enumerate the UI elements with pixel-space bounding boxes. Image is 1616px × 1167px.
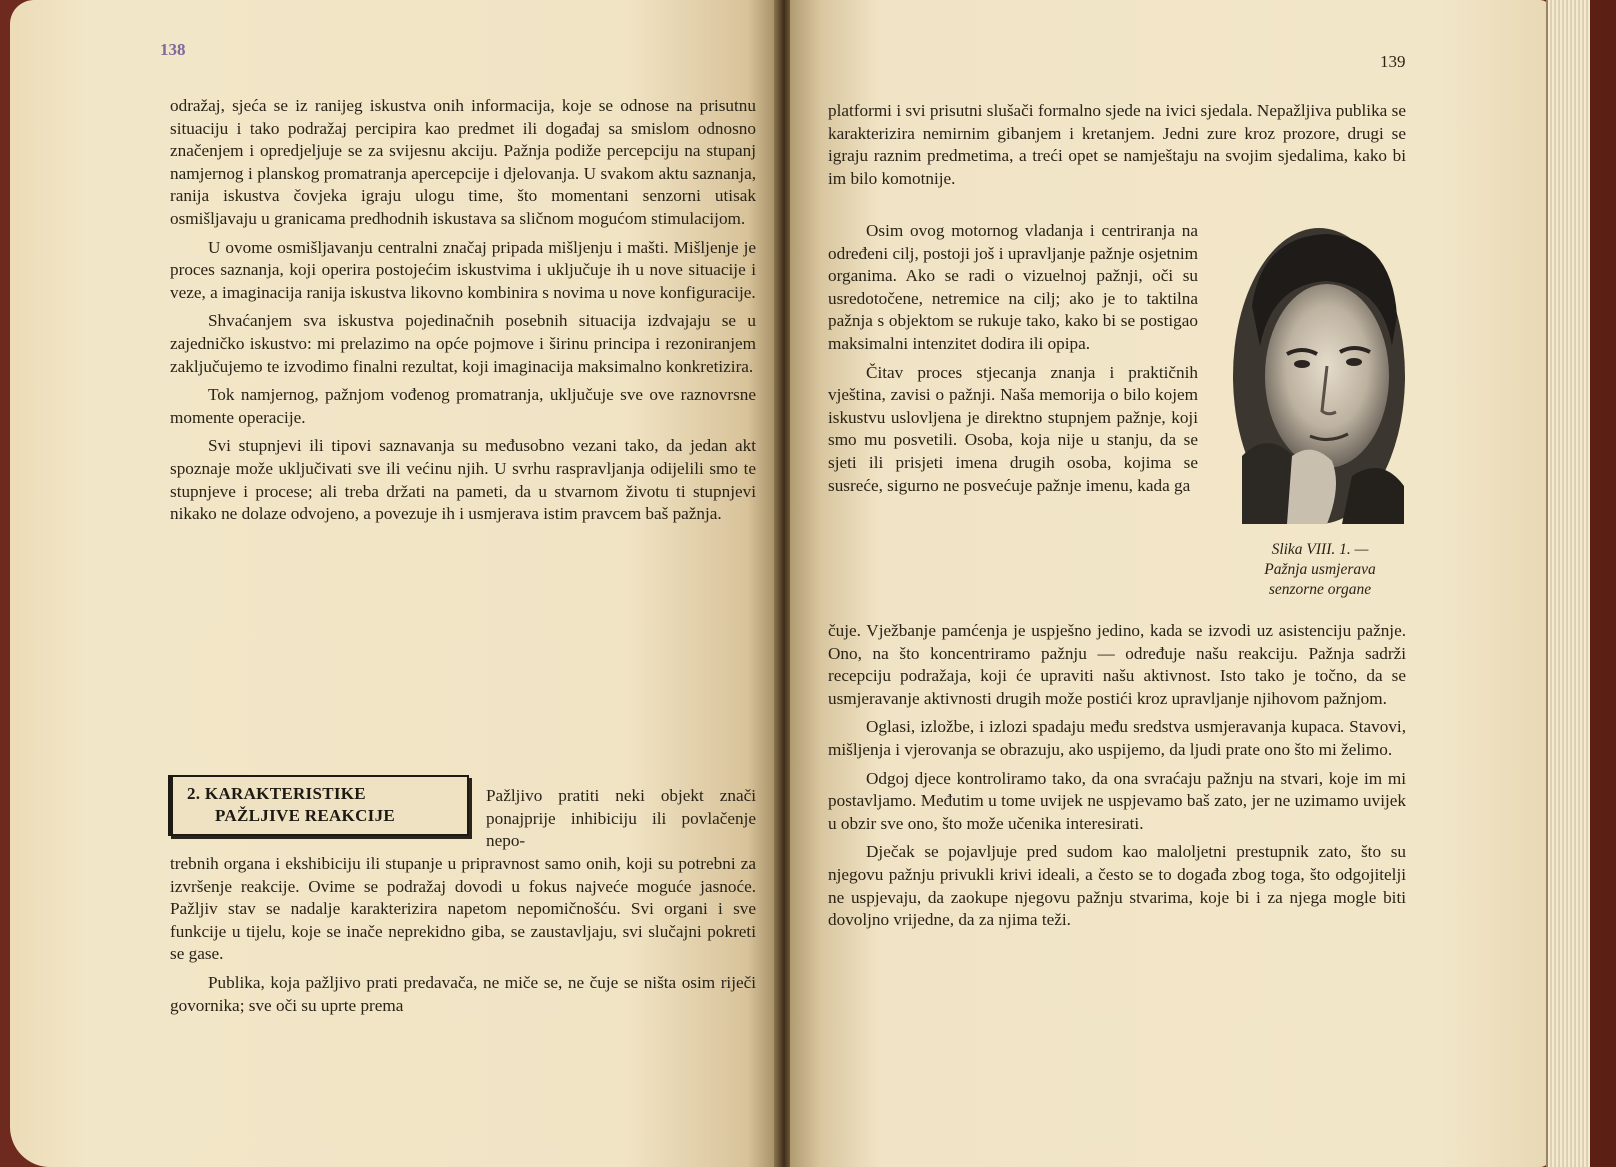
section-heading-box [168, 775, 469, 836]
paragraph: trebnih organa i ekshibiciju ili stupanje u pripravnost samo onih, koji su potrebni za izvršenje reakcije. Ovime se podražaj dovodi u fokus najveće moguće jasnoće. Pažljiv stav se nadalje karakterizira napetom nepomičnošću. Svi organi i sve funkcije u tijelu, koje se inače neprekidno giba, se zaustavljaju, svi slučajni pokreti se gase. [170, 854, 756, 964]
paragraph: odražaj, sjeća se iz ranijeg iskustva onih informacija, koje se odnose na prisutnu situaciju i tako podražaj percipira kao predmet ili događaj sa smislom odnosno značenjem i opredjeljuje se za svijesnu akciju. Pažnja podiže percepciju na stupanj namjernog i planskog promatranja apercepcije i djelovanja. U svakom aktu saznanja, ranija iskustva čovjeka igraju ulogu time, što momentani senzorni utisak osmišljavaju u granicama predhodnih iskustava sa sličnom mogućom stimulacijom. [170, 96, 756, 228]
section-number: 2. [187, 784, 201, 803]
paragraph: čuje. Vježbanje pamćenja je uspješno jedino, kada se izvodi uz asistenciju pažnje. Ono, na što koncentriramo pažnju — određuje našu reakciju. Pažnja sadrži recepciju podražaja, koji će upraviti našu aktivnost. Isto tako je točno, da se usmjeravanje aktivnosti drugih može postići kroz upravljanje njihovom pažnjom. [828, 621, 1406, 708]
paragraph: Tok namjernog, pažnjom vođenog promatranja, uključuje sve ove raznovrsne momente operacije. [170, 385, 756, 427]
paragraph: Shvaćanjem sva iskustva pojedinačnih posebnih situacija izdvajaju se u zajedničko iskustvo: mi prelazimo na opće pojmove i širinu principa i rezoniranjem zaključujemo te izvodimo finalni rezultat, koji imaginacija maksimalno konkretizira. [170, 311, 756, 376]
paragraph: Osim ovog motornog vladanja i centriranja na određeni cilj, postoji još i upravljanje pažnje osjetnim organima. Ako se radi o vizuelnoj pažnji, oči su usredotočene, netremice na cilj; ako je to taktilna pažnja s objektom se rukuje tako, kako bi se postigao maksimalni intenzitet dodira ili opipa. [828, 221, 1198, 353]
paragraph: Čitav proces stjecanja znanja i praktičnih vještina, zavisi o pažnji. Naša memorija o bilo kojem iskustvu uslovljena je direktno stupnjem pažnje, koji smo mu posvetili. Osoba, koja nije u stanju, da se sjeti ili prisjeti imena drugih osoba, kojima se susreće, sigurno ne posvećuje pažnje imenu, kada ga [828, 362, 1198, 495]
left-column-text [170, 95, 756, 532]
paragraph: Oglasi, izložbe, i izlozi spadaju među sredstva usmjeravanja kupaca. Stavovi, mišljenja i vjerovanja se obrazuju, ako uspijemo, da ljudi prate ono što mi želimo. [828, 717, 1406, 759]
right-column-top-text [828, 100, 1406, 196]
caption-line: senzorne organe [1268, 581, 1372, 598]
paragraph: Dječak se pojavljuje pred sudom kao maloljetni prestupnik zato, što su njegovu pažnju privukli krivi ideali, a često se to događa zbog toga, što odgojitelji ne uspjevaju, da zaokupe njegovu pažnju stvarima, koje bi i za njega mogle biti dovoljno vrijedne, da za njima teži. [828, 842, 1406, 930]
section-title-line1: KARAKTERISTIKE [204, 784, 366, 803]
portrait-photo [1232, 226, 1406, 526]
right-column-bottom-text [828, 620, 1406, 938]
paragraph: Odgoj djece kontroliramo tako, da ona svraćaju pažnju na stvari, koje im mi postavljamo. Međutim u tome uvijek ne uspjevamo baš zato, jer ne uzimamo uvijek u obzir sve ono, što može učenika interesirati. [828, 768, 1406, 833]
book-cover-edge [1590, 0, 1616, 1167]
paragraph: U ovome osmišljavanju centralni značaj pripada mišljenju i mašti. Mišljenje je proces saznanja, koji operira postojećim iskustvima i uključuje ih u nove situacije i veze, a imaginacija ranija iskustva likovno kombinira s novima u nove konfiguracije. [170, 237, 756, 302]
paragraph: Publika, koja pažljivo prati predavača, ne miče se, ne čuje se ništa osim riječi govornika; sve oči su uprte prema [170, 972, 756, 1015]
section-title-line2: PAŽLJIVE REAKCIJE [215, 806, 396, 825]
paragraph: platformi i svi prisutni slušači formalno sjede na ivici sjedala. Nepažljiva publika se karakterizira nemirnim gibanjem i kretanjem. Jedni zure kroz prozore, drugi se igraju raznim predmetima, a treći opet se namještaju na svojim sjedalima, kako bi im bilo komotnije. [828, 101, 1406, 188]
figure-caption [1230, 540, 1410, 600]
paragraph: Svi stupnjevi ili tipovi saznavanja su međusobno vezani tako, da jedan akt spoznaje može uključivati sve ili većinu njih. U svrhu raspravljanja odijelili smo te stupnjeve i procese; ali treba držati na pameti, da u stvarnom životu ti stupnjevi nikako ne dolaze odvojeno, a povezuje ih i usmjerava istim pravcem baš pažnja. [170, 436, 756, 524]
caption-line: Pažnja usmjerava [1264, 561, 1376, 578]
left-page-number: 138 [160, 40, 186, 59]
right-column-wrap-text [828, 220, 1198, 503]
caption-line: Slika VIII. 1. — [1271, 541, 1369, 558]
right-page-number: 139 [1380, 52, 1406, 71]
section-wrap-text [486, 785, 756, 859]
section-heading [187, 783, 457, 827]
paragraph: Pažljivo pratiti neki objekt znači ponajprije inhibiciju ili povlačenje nepo- [486, 786, 756, 851]
left-column-bottom-text [170, 853, 756, 1023]
